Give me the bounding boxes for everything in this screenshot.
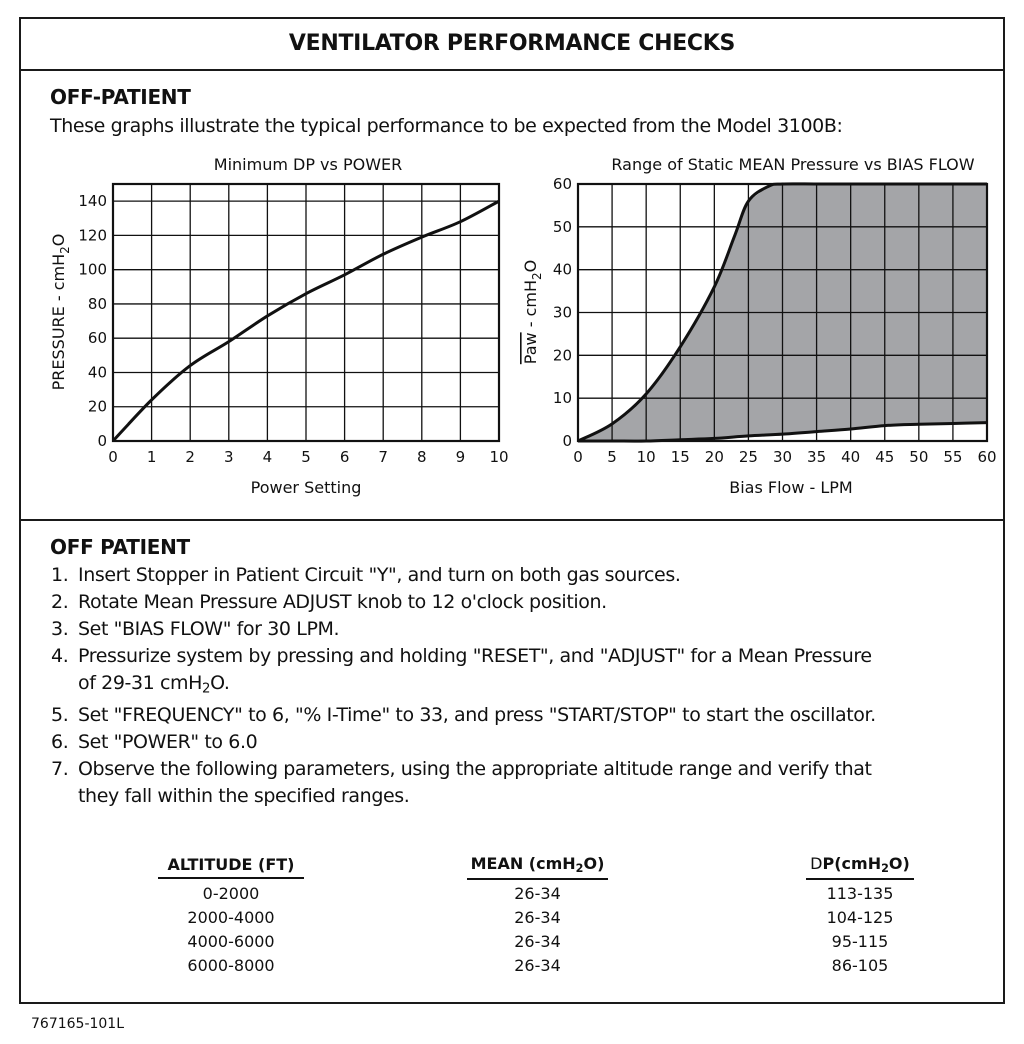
table-row: 2000-4000 26-34 104-125 [187,907,894,927]
list-item: 5. Set "FREQUENCY" to 6, "% I-Time" to 33, and press "START/STOP" to start the oscillator. [51,704,876,727]
x-tick-label: 7 [378,448,388,466]
x-tick-labels [573,448,996,466]
y-tick-label: 80 [87,294,107,313]
table-row: 6000-8000 26-34 86-105 [187,955,889,975]
list-item: 7. Observe the following parameters, using the appropriate altitude range and verify that they fall within the specified ranges. [51,758,872,808]
x-tick-label: 10 [489,448,509,466]
x-tick-label: 40 [841,448,861,466]
y-tick-label: 50 [552,217,572,236]
x-tick-label: 15 [670,448,690,466]
y-tick-label: 40 [87,363,107,382]
page-frame [19,17,1005,1004]
x-tick-label: 5 [607,448,617,466]
chart-min-dp-vs-power [41,147,511,509]
section-divider [21,519,1003,521]
x-tick-label: 2 [185,448,195,466]
x-tick-label: 8 [417,448,427,466]
y-tick-label: 120 [78,226,107,245]
x-tick-label: 9 [455,448,466,466]
y-tick-label: 10 [552,389,572,408]
x-tick-label: 35 [807,448,827,466]
y-tick-labels [553,175,572,450]
y-tick-label: 40 [552,260,572,279]
y-axis-label: Paw - cmH$_2$O [521,259,544,365]
x-tick-label: 30 [772,448,793,466]
y-tick-label: 60 [87,329,107,348]
y-tick-label: 140 [78,192,107,211]
x-tick-label: 55 [943,448,963,466]
chart-title: Range of Static MEAN Pressure vs BIAS FLOW [611,155,975,174]
section-heading-off-patient-steps: OFF PATIENT [50,535,190,559]
intro-text: These graphs illustrate the typical performance to be expected from the Model 3100B: [50,115,843,137]
page-title: VENTILATOR PERFORMANCE CHECKS [21,19,1003,71]
list-item: 2. Rotate Mean Pressure ADJUST knob to 12 o'clock position. [51,591,607,613]
section-heading-off-patient: OFF-PATIENT [50,85,191,109]
x-tick-label: 60 [977,448,997,466]
x-tick-label: 10 [636,448,656,466]
x-tick-label: 5 [301,448,311,466]
table-row: 0-2000 26-34 113-135 [202,883,894,903]
x-tick-labels [108,448,508,466]
list-item: 1. Insert Stopper in Patient Circuit "Y", and turn on both gas sources. [51,564,681,586]
x-tick-label: 20 [704,448,724,466]
chart-title: Minimum DP vs POWER [213,155,403,174]
y-tick-label: 20 [552,346,572,365]
y-axis-label: PRESSURE - cmH$_2$O [49,233,72,391]
x-axis-label: Bias Flow - LPM [729,478,853,497]
y-tick-label: 30 [552,303,572,322]
y-tick-label: 100 [78,260,107,279]
x-tick-label: 45 [875,448,895,466]
x-tick-label: 0 [108,448,118,466]
x-tick-label: 1 [146,448,157,466]
x-tick-label: 4 [262,448,273,466]
x-tick-label: 6 [339,448,350,466]
list-item: 3. Set "BIAS FLOW" for 30 LPM. [51,618,340,640]
chart-mean-pressure-vs-bias-flow [511,147,997,509]
x-tick-label: 0 [573,448,583,466]
table-header-row [117,854,990,880]
chart-grid [113,184,499,441]
x-tick-label: 50 [909,448,929,466]
document-number: 767165-101L [31,1016,125,1032]
y-tick-label: 0 [97,432,107,450]
list-item: 6. Set "POWER" to 6.0 [51,731,258,754]
table-row: 4000-6000 26-34 95-115 [187,931,889,951]
y-tick-labels [78,192,107,450]
list-item: 4. Pressurize system by pressing and holding "RESET", and "ADJUST" for a Mean Pressure of 29-31 cmH$_2$O. [51,645,872,697]
x-axis-label: Power Setting [250,478,362,497]
altitude-ranges-table [117,854,990,976]
y-tick-label: 20 [87,397,107,416]
x-tick-label: 3 [224,448,234,466]
x-tick-label: 25 [738,448,758,466]
header-dp: DP(cmH$_2$O) [806,854,914,880]
header-mean: MEAN (cmH$_2$O) [467,854,609,880]
procedure-steps [51,562,991,810]
y-tick-label: 0 [562,432,572,450]
y-tick-label: 60 [552,175,572,193]
header-altitude: ALTITUDE (FT) [158,855,305,879]
